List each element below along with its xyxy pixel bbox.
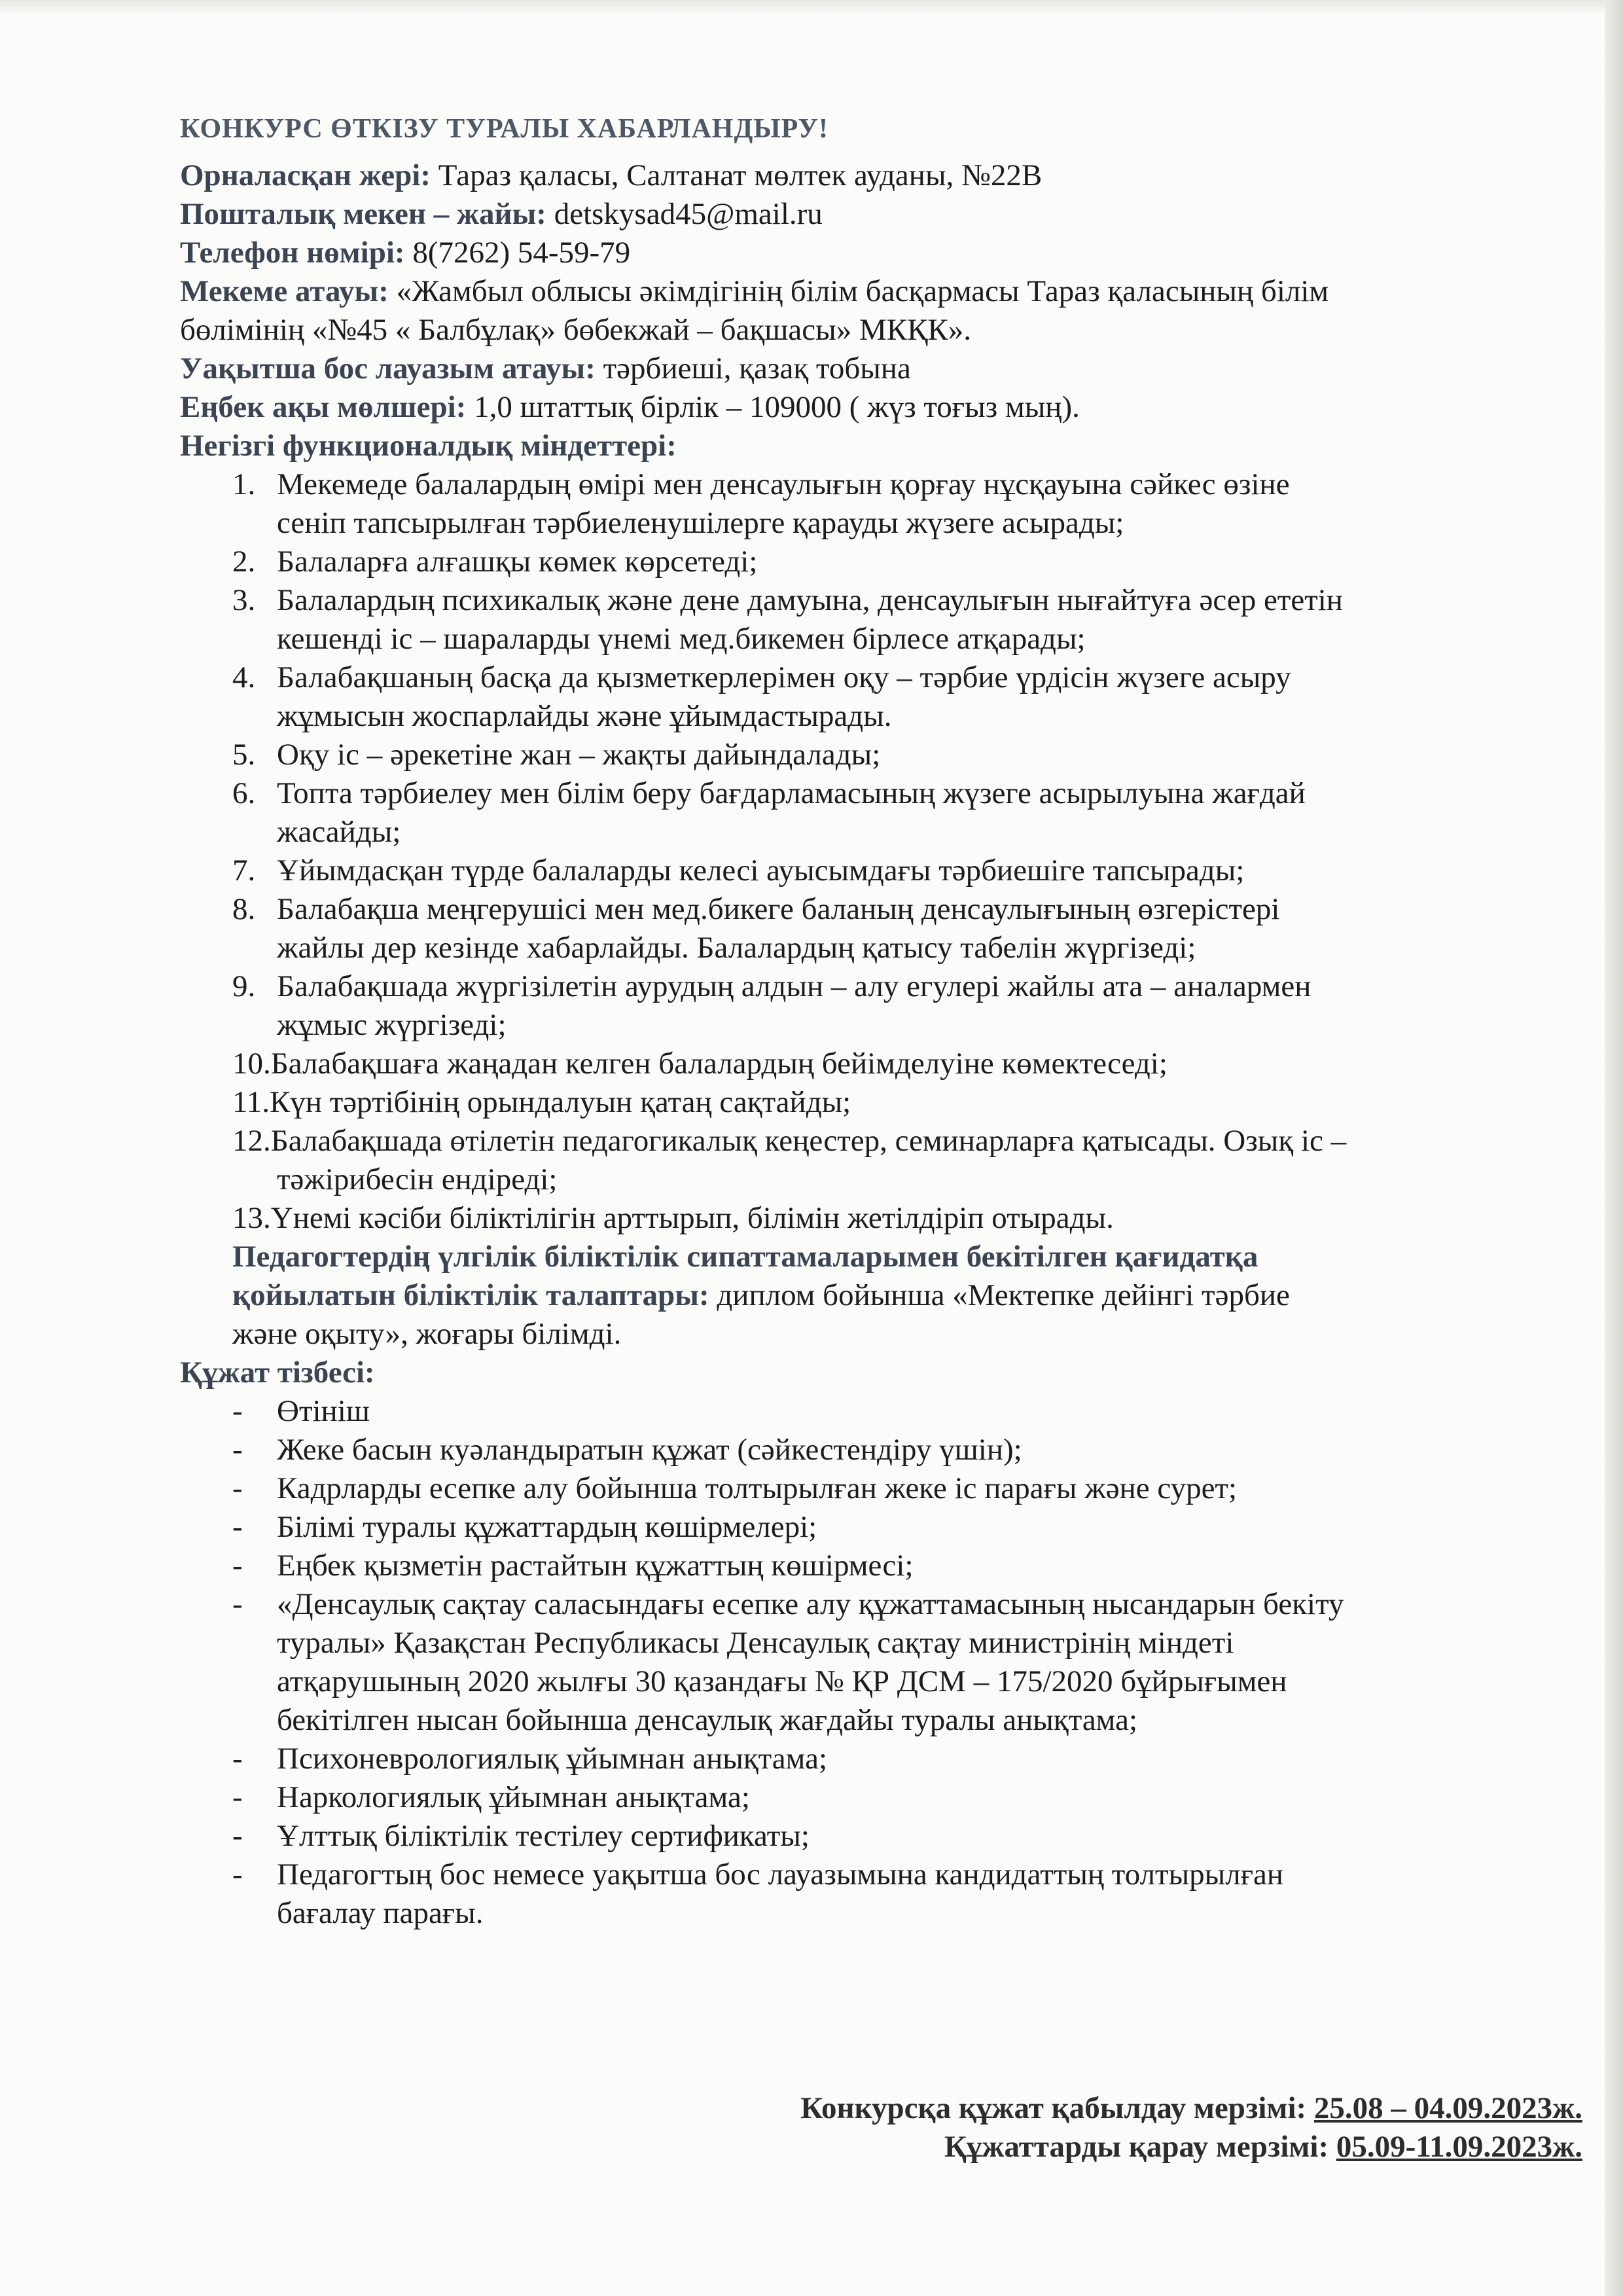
scan-shadow-top (0, 0, 1623, 14)
duty-text-line1: Балабақшаға жаңадан келген балалардың бейімделуіне көмектеседі; (270, 1047, 1168, 1081)
postal-value: detskysad45@mail.ru (554, 197, 823, 231)
duty-text-line1: Балабақша меңгерушісі мен мед.бикеге баланың денсаулығының өзгерістері (277, 892, 1280, 926)
doc-text-line1: Педагогтың бос немесе уақытша бос лауазымына кандидаттың толтырылған (277, 1857, 1283, 1892)
duty-number: 6. (232, 776, 256, 810)
doc-item (180, 1469, 1587, 1508)
dash-bullet-icon: - (232, 1587, 243, 1621)
duty-number: 10. (232, 1047, 271, 1081)
phone-value: 8(7262) 54-59-79 (412, 236, 631, 270)
duty-text-line1: Балабақшаның басқа да қызметкерлерімен оқу – тәрбие үрдісін жүзеге асыру (277, 660, 1291, 694)
dash-bullet-icon: - (232, 1742, 243, 1776)
duty-text-line2: жасайды; (277, 815, 401, 849)
org-value-line1: «Жамбыл облысы әкімдігінің білім басқармасы Тараз қаласының білім (396, 274, 1329, 308)
salary-value: 1,0 штаттық бірлік – 109000 ( жүз тоғыз мың). (474, 390, 1080, 424)
doc-item (180, 1431, 1587, 1469)
org-field (180, 272, 1587, 350)
duty-text-line2: тәжірибесін ендіреді; (277, 1162, 558, 1196)
duty-item (180, 1045, 1587, 1083)
doc-text-line2: бағалау парағы. (277, 1896, 484, 1930)
duty-number: 5. (232, 738, 256, 772)
position-value: тәрбиеші, қазақ тобына (603, 351, 911, 386)
doc-text-line3: атқарушының 2020 жылғы 30 қазандағы № ҚР ДСМ – 175/2020 бұйрығымен (277, 1664, 1287, 1698)
qualification-label-line2: қойылатын біліктілік талаптары: (232, 1278, 709, 1312)
duty-number: 7. (232, 853, 256, 888)
qualification-value-line3: және оқыту», жоғары білімді. (232, 1317, 622, 1351)
doc-item (180, 1817, 1587, 1856)
location-label: Орналасқан жері: (180, 158, 431, 192)
doc-item (180, 1740, 1587, 1778)
duty-number: 2. (232, 545, 256, 579)
accept-deadline (800, 2089, 1582, 2128)
duties-heading: Негізгі функционалдық міндеттері: (180, 429, 677, 463)
position-field (180, 350, 1587, 388)
duty-number: 3. (232, 583, 256, 617)
dash-bullet-icon: - (232, 1433, 243, 1467)
doc-item (180, 1547, 1587, 1585)
doc-text-line1: «Денсаулық сақтау саласындағы есепке алу құжаттамасының нысандарын бекіту (277, 1587, 1344, 1621)
doc-text-line1: Психоневрологиялық ұйымнан анықтама; (277, 1742, 827, 1776)
duty-item (180, 774, 1587, 852)
doc-text-line1: Ұлттық біліктілік тестілеу сертификаты; (277, 1819, 810, 1853)
doc-text-line1: Наркологиялық ұйымнан анықтама; (277, 1780, 750, 1814)
review-deadline (800, 2128, 1582, 2166)
duty-item (180, 581, 1587, 658)
dash-bullet-icon: - (232, 1857, 243, 1892)
duty-text-line1: Күн тәртібінің орындалуын қатаң сақтайды; (270, 1085, 851, 1119)
dash-bullet-icon: - (232, 1471, 243, 1505)
doc-text-line1: Өтініш (277, 1394, 370, 1428)
doc-text-line1: Білімі туралы құжаттардың көшірмелері; (277, 1510, 817, 1544)
dash-bullet-icon: - (232, 1819, 243, 1853)
doc-text-line4: бекітілген нысан бойынша денсаулық жағдайы туралы анықтама; (277, 1703, 1138, 1737)
duty-item (180, 890, 1587, 967)
duty-text-line1: Балабақшада өтілетін педагогикалық кеңестер, семинарларға қатысады. Озық іс – (270, 1124, 1347, 1158)
org-label: Мекеме атауы: (180, 274, 389, 308)
duty-text-line2: сеніп тапсырылған тәрбиеленушілерге қарауды жүзеге асырады; (277, 506, 1124, 540)
accept-deadline-label: Конкурсқа құжат қабылдау мерзімі: (800, 2091, 1307, 2125)
postal-label: Пошталық мекен – жайы: (180, 197, 546, 231)
salary-label: Еңбек ақы мөлшері: (180, 390, 467, 424)
org-value-line2: бөлімінің «№45 « Балбұлақ» бөбекжай – бақшасы» МКҚК». (180, 313, 972, 347)
qualification-label-line1: Педагогтердің үлгілік біліктілік сипаттамаларымен бекітілген қағидатқа (232, 1240, 1258, 1274)
doc-text-line2: туралы» Қазақстан Республикасы Денсаулық сақтау министрінің міндеті (277, 1626, 1234, 1660)
duty-text-line1: Мекемеде балалардың өмірі мен денсаулығын қорғау нұсқауына сәйкес өзіне (277, 467, 1290, 501)
duty-text-line1: Үнемі кәсіби біліктілігін арттырып, білімін жетілдіріп отырады. (270, 1201, 1114, 1235)
doc-item (180, 1508, 1587, 1547)
docs-heading: Құжат тізбесі: (180, 1355, 375, 1390)
doc-item (180, 1856, 1587, 1933)
duty-item (180, 852, 1587, 890)
review-deadline-label: Құжаттарды қарау мерзімі: (944, 2130, 1329, 2164)
duty-text-line1: Ұйымдасқан түрде балаларды келесі ауысымдағы тәрбиешіге тапсырады; (277, 853, 1245, 888)
duty-text-line2: жұмысын жоспарлайды және ұйымдастырады. (277, 699, 892, 733)
duty-item (180, 1083, 1587, 1122)
duty-text-line1: Топта тәрбиелеу мен білім беру бағдарламасының жүзеге асырылуына жағдай (277, 776, 1306, 810)
duty-text-line1: Балалардың психикалық және дене дамуына, денсаулығын нығайтуға әсер ететін (277, 583, 1343, 617)
dash-bullet-icon: - (232, 1510, 243, 1544)
duty-text-line2: жайлы дер кезінде хабарлайды. Балалардың қатысу табелін жүргізеді; (277, 931, 1196, 965)
docs-list (180, 1392, 1587, 1933)
duty-number: 9. (232, 969, 256, 1003)
duty-item (180, 736, 1587, 774)
phone-field (180, 234, 1587, 272)
duty-text-line1: Оқу іс – әрекетіне жан – жақты дайындалады; (277, 738, 881, 772)
doc-item (180, 1392, 1587, 1431)
salary-field (180, 388, 1587, 427)
duty-text-line1: Балаларға алғашқы көмек көрсетеді; (277, 545, 758, 579)
location-value: Тараз қаласы, Салтанат мөлтек ауданы, №22В (438, 158, 1043, 192)
doc-text-line1: Жеке басын куәландыратын құжат (сәйкестендіру үшін); (277, 1433, 1022, 1467)
position-label: Уақытша бос лауазым атауы: (180, 351, 596, 386)
duty-number: 13. (232, 1201, 271, 1235)
dash-bullet-icon: - (232, 1394, 243, 1428)
duty-number: 11. (232, 1085, 270, 1119)
duty-item (180, 543, 1587, 581)
duty-number: 8. (232, 892, 256, 926)
duty-item (180, 1122, 1587, 1199)
qualification-value-line2: диплом бойынша «Мектепке дейінгі тәрбие (717, 1278, 1290, 1312)
announcement-body (180, 110, 1587, 1933)
accept-deadline-value: 25.08 – 04.09.2023ж. (1313, 2091, 1582, 2125)
duty-number: 1. (232, 467, 256, 501)
doc-text-line1: Кадрларды есепке алу бойынша толтырылған жеке іс парағы және сурет; (277, 1471, 1238, 1505)
duty-number: 12. (232, 1124, 271, 1158)
scan-shadow-right (1605, 0, 1623, 2296)
qualification-block (180, 1238, 1587, 1354)
duty-text-line2: кешенді іс – шараларды үнемі мед.бикемен бірлесе атқарады; (277, 622, 1086, 656)
duty-item (180, 967, 1587, 1045)
duty-item (180, 1199, 1587, 1238)
dash-bullet-icon: - (232, 1549, 243, 1583)
review-deadline-value: 05.09-11.09.2023ж. (1336, 2130, 1582, 2164)
duty-item (180, 658, 1587, 736)
duties-list (180, 465, 1587, 1238)
postal-field (180, 195, 1587, 234)
duty-number: 4. (232, 660, 256, 694)
doc-item (180, 1585, 1587, 1740)
location-field (180, 156, 1587, 195)
dash-bullet-icon: - (232, 1780, 243, 1814)
phone-label: Телефон нөмірі: (180, 236, 405, 270)
deadlines-block (800, 2089, 1582, 2166)
doc-text-line1: Еңбек қызметін растайтын құжаттың көшірмесі; (277, 1549, 914, 1583)
duty-text-line1: Балабақшада жүргізілетін аурудың алдын – алу егулері жайлы ата – аналармен (277, 969, 1311, 1003)
duty-item (180, 465, 1587, 543)
duty-text-line2: жұмыс жүргізеді; (277, 1008, 507, 1042)
page-title: КОНКУРС ӨТКІЗУ ТУРАЛЫ ХАБАРЛАНДЫРУ! (180, 114, 829, 144)
doc-item (180, 1778, 1587, 1817)
